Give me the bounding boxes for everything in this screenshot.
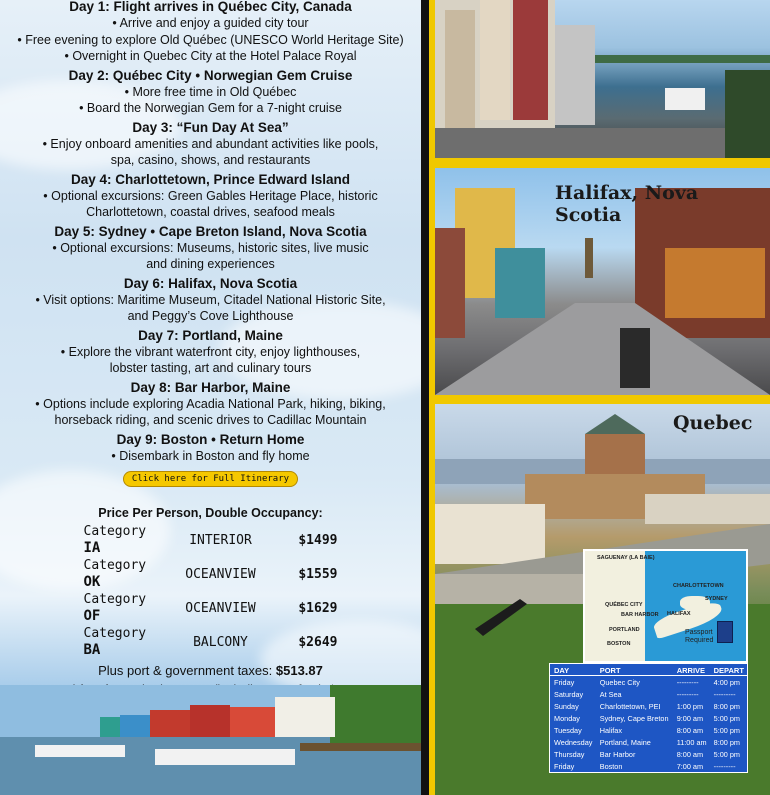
- itinerary-day: [0, 432, 421, 465]
- pricing-row: [78, 591, 344, 625]
- day-detail: • Overnight in Quebec City at the Hotel Palace Royal: [0, 48, 421, 65]
- schedule-port: Charlottetown, PEI: [599, 702, 661, 711]
- taxes-label: Plus port & government taxes:: [98, 663, 273, 678]
- schedule-row: [550, 724, 747, 736]
- schedule-header-depart: DEPART: [710, 664, 747, 676]
- route-map: [583, 549, 748, 663]
- schedule-header-port: PORT: [596, 664, 673, 676]
- schedule-row: [550, 688, 747, 700]
- schedule-day: Sunday: [554, 702, 579, 711]
- map-label-halifax: HALIFAX: [667, 611, 691, 617]
- cabin-type: OCEANVIEW: [185, 600, 256, 616]
- day-title: Day 7: Portland, Maine: [138, 327, 283, 343]
- day-detail: • Enjoy onboard amenities and abundant activities like pools,: [0, 136, 421, 153]
- itinerary-day: [0, 68, 421, 117]
- pricing-category: [78, 591, 170, 625]
- schedule-depart: 8:00 pm: [713, 738, 741, 747]
- halifax-photo: [435, 168, 770, 395]
- category-label: Category: [83, 558, 147, 573]
- schedule-arrive: 11:00 am: [676, 738, 707, 747]
- street-photo: [435, 0, 770, 158]
- map-label-saguenay: SAGUENAY (LA BAIE): [597, 555, 655, 561]
- schedule-depart: 8:00 pm: [713, 702, 741, 711]
- day-title: Day 4: Charlottetown, Prince Edward Island: [70, 171, 351, 187]
- cabin-type: INTERIOR: [189, 532, 252, 548]
- pricing-row: [78, 557, 344, 591]
- itinerary-day: [0, 120, 421, 169]
- full-itinerary-button[interactable]: Click here for Full Itinerary: [123, 471, 298, 487]
- schedule-depart: 5:00 pm: [713, 750, 741, 759]
- panel-divider: [421, 0, 429, 795]
- schedule-port: At Sea: [599, 690, 622, 699]
- schedule-depart: ---------: [713, 762, 736, 771]
- category-code: OK: [83, 574, 101, 590]
- day-detail: • More free time in Old Québec: [0, 84, 421, 101]
- schedule-port: Halifax: [599, 726, 623, 735]
- cabin-type: BALCONY: [193, 634, 248, 650]
- day-title: Day 3: “Fun Day At Sea”: [132, 119, 289, 135]
- day-detail: lobster tasting, art and culinary tours: [109, 361, 312, 375]
- taxes-line: [0, 663, 421, 680]
- schedule-row: [550, 676, 747, 689]
- itinerary-list: [0, 0, 421, 698]
- schedule-header-day: DAY: [550, 664, 596, 676]
- schedule-port: Portland, Maine: [599, 738, 651, 747]
- category-label: Category: [83, 524, 147, 539]
- schedule-day: Wednesday: [554, 738, 593, 747]
- pricing-category: [78, 625, 170, 659]
- day-detail: • Free evening to explore Old Québec (UNESCO World Heritage Site): [0, 32, 421, 49]
- day-detail: • Optional excursions: Museums, historic sites, live music: [0, 240, 421, 257]
- schedule-arrive: 8:00 am: [676, 750, 704, 759]
- day-title: Day 2: Québec City • Norwegian Gem Cruise: [68, 67, 353, 83]
- schedule-day: Saturday: [554, 690, 584, 699]
- map-label-portland: PORTLAND: [609, 627, 640, 633]
- category-code: BA: [83, 642, 101, 658]
- cabin-type: OCEANVIEW: [185, 566, 256, 582]
- schedule-day: Thursday: [554, 750, 585, 759]
- schedule-day: Friday: [554, 678, 575, 687]
- itinerary-day: [0, 380, 421, 429]
- map-label-quebec-city: QUÉBEC CITY: [605, 602, 643, 608]
- day-detail: • Explore the vibrant waterfront city, enjoy lighthouses,: [0, 344, 421, 361]
- schedule-header-arrive: ARRIVE: [673, 664, 710, 676]
- day-title: Day 5: Sydney • Cape Breton Island, Nova Scotia: [54, 223, 367, 239]
- day-detail: horseback riding, and scenic drives to Cadillac Mountain: [54, 413, 367, 427]
- quebec-label: Quebec: [673, 412, 753, 434]
- schedule-row: [550, 748, 747, 760]
- day-detail: • Disembark in Boston and fly home: [0, 448, 421, 465]
- schedule-port: Quebec City: [599, 678, 640, 687]
- day-detail: and Peggy’s Cove Lighthouse: [127, 309, 294, 323]
- schedule-depart: 4:00 pm: [713, 678, 741, 687]
- category-code: OF: [83, 608, 101, 624]
- schedule-row: [550, 712, 747, 724]
- day-title: Day 9: Boston • Return Home: [116, 431, 305, 447]
- halifax-label: Halifax, Nova Scotia: [555, 182, 699, 226]
- day-detail: spa, casino, shows, and restaurants: [110, 153, 311, 167]
- itinerary-day: [0, 328, 421, 377]
- category-label: Category: [83, 592, 147, 607]
- day-detail: • Arrive and enjoy a guided city tour: [0, 15, 421, 32]
- day-title: Day 8: Bar Harbor, Maine: [130, 379, 291, 395]
- schedule-arrive: 1:00 pm: [676, 702, 704, 711]
- schedule-arrive: 9:00 am: [676, 714, 704, 723]
- pricing-row: [78, 523, 344, 557]
- day-detail: Charlottetown, coastal drives, seafood meals: [86, 205, 335, 219]
- itinerary-button-wrap: [0, 466, 421, 487]
- schedule-port: Boston: [599, 762, 623, 771]
- map-label-boston: BOSTON: [607, 641, 631, 647]
- taxes-value: $513.87: [275, 663, 323, 678]
- itinerary-day: [0, 0, 421, 65]
- pricing-category: [78, 557, 170, 591]
- schedule-depart: 5:00 pm: [713, 726, 741, 735]
- cruise-schedule: [549, 663, 748, 773]
- schedule-row: [550, 700, 747, 712]
- category-label: Category: [83, 626, 147, 641]
- day-detail: • Optional excursions: Green Gables Heritage Place, historic: [0, 188, 421, 205]
- day-title: Day 6: Halifax, Nova Scotia: [123, 275, 298, 291]
- itinerary-day: [0, 276, 421, 325]
- passport-text-2: Required: [685, 637, 714, 644]
- schedule-day: Tuesday: [554, 726, 582, 735]
- schedule-day: Monday: [554, 714, 580, 723]
- pricing-row: [78, 625, 344, 659]
- schedule-arrive: ---------: [676, 678, 699, 687]
- pricing-title: Price Per Person, Double Occupancy:: [98, 506, 323, 520]
- day-detail: • Visit options: Maritime Museum, Citadel National Historic Site,: [0, 292, 421, 309]
- cabin-price: $1629: [298, 600, 338, 616]
- schedule-arrive: ---------: [676, 690, 699, 699]
- schedule-depart: 5:00 pm: [713, 714, 741, 723]
- day-detail: • Options include exploring Acadia National Park, hiking, biking,: [0, 396, 421, 413]
- map-label-bar-harbor: BAR HARBOR: [621, 612, 659, 618]
- day-title: Day 1: Flight arrives in Québec City, Canada: [69, 0, 352, 14]
- map-label-sydney: SYDNEY: [705, 596, 728, 602]
- schedule-arrive: 8:00 am: [676, 726, 704, 735]
- pricing-category: [78, 523, 170, 557]
- schedule-port: Bar Harbor: [599, 750, 636, 759]
- cabin-price: $1559: [298, 566, 338, 582]
- category-code: IA: [83, 540, 101, 556]
- harbor-photo: [0, 685, 421, 795]
- schedule-port: Sydney, Cape Breton: [599, 714, 669, 723]
- schedule-day: Friday: [554, 762, 575, 771]
- passport-text-1: Passport: [685, 629, 713, 636]
- itinerary-day: [0, 224, 421, 273]
- pricing-table: [78, 523, 344, 659]
- map-land-new-england: [585, 613, 645, 661]
- schedule-row: [550, 760, 747, 772]
- day-detail: • Board the Norwegian Gem for a 7-night cruise: [0, 100, 421, 117]
- schedule-rows: [550, 676, 747, 773]
- passport-icon: [717, 621, 733, 643]
- schedule-row: [550, 736, 747, 748]
- street-photo-art: [435, 0, 770, 158]
- day-detail: and dining experiences: [146, 257, 275, 271]
- cabin-price: $1499: [298, 532, 338, 548]
- itinerary-day: [0, 172, 421, 221]
- schedule-arrive: 7:00 am: [676, 762, 704, 771]
- schedule-depart: ---------: [713, 690, 736, 699]
- map-label-charlottetown: CHARLOTTETOWN: [673, 583, 724, 589]
- cabin-price: $2649: [298, 634, 338, 650]
